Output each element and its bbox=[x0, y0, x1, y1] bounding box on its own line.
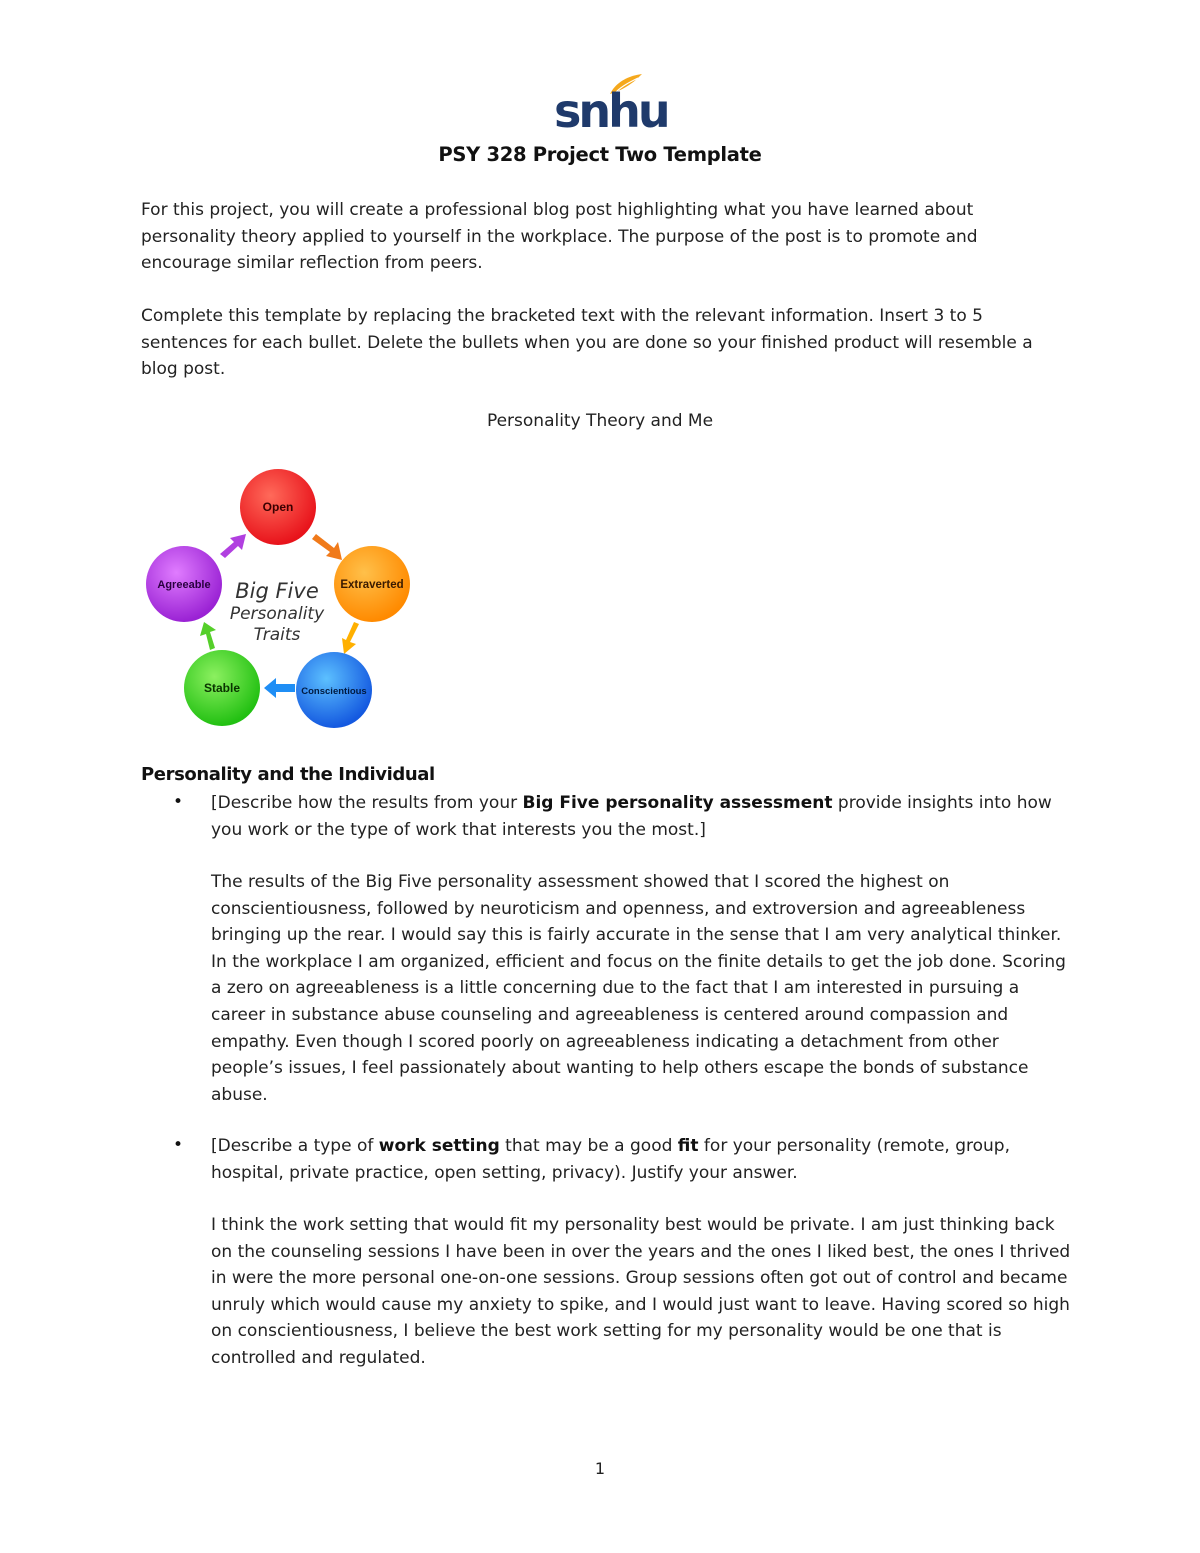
bullet-2-prompt bbox=[211, 1133, 1071, 1186]
trait-stable-label: Stable bbox=[203, 681, 241, 695]
arrow-agreeable-to-open bbox=[220, 534, 246, 558]
intro-paragraph: For this project, you will create a professional blog post highlighting what you have learned about personality theory applied to yourself in the workplace. The purpose of the post is to promote and encourage similar reflection from peers. bbox=[141, 200, 978, 274]
arrow-open-to-extraverted bbox=[312, 534, 342, 560]
instructions-paragraph: Complete this template by replacing the bracketed text with the relevant information. Insert 3 to 5 sentences for each bullet. Delete the bullets when you are done so your finished product will resemble a blog post. bbox=[141, 306, 1033, 380]
trait-conscientious-label: Conscientious bbox=[301, 686, 367, 697]
arrow-conscientious-to-stable bbox=[264, 678, 295, 698]
section-heading: Personality and the Individual bbox=[141, 764, 435, 785]
document-title: PSY 328 Project Two Template bbox=[438, 143, 762, 166]
bullet-1-prompt-text: [Describe how the results from your bbox=[211, 793, 523, 813]
bullet-1-prompt-bold: Big Five personality assessment bbox=[522, 793, 833, 813]
bullet-1-prompt-text-end: provide insights into how you work or the type of work that interests you the most.] bbox=[211, 793, 1052, 840]
bullet-2-prompt-text-mid: that may be a good bbox=[499, 1136, 678, 1156]
arrow-stable-to-agreeable bbox=[200, 622, 216, 650]
trait-open-label: Open bbox=[262, 500, 294, 514]
bullet-marker: • bbox=[173, 792, 184, 812]
trait-agreeable-label: Agreeable bbox=[157, 579, 211, 591]
page-number: 1 bbox=[594, 1459, 606, 1478]
bullet-2-prompt-bold2: fit bbox=[677, 1136, 699, 1156]
bullet-1-answer: The results of the Big Five personality assessment showed that I scored the highest on conscientiousness, followed by neuroticism and openness, and extroversion and agreeableness bringing up the rear. I would say this is fairly accurate in the sense that I am very analytical thinker. In the workplace I am organized, efficient and focus on the finite details to get the job done. Scoring a zero on agreeableness is a little concerning due to the fact that I am interested in pursuing a career in substance abuse counseling and agreeableness is centered around compassion and empathy. Even though I scored poorly on agreeableness indicating a detachment from other people’s issues, I feel passionately about wanting to help others escape the bonds of substance abuse. bbox=[211, 872, 1066, 1105]
big-five-svg bbox=[140, 462, 420, 732]
diagram-center-line3: Traits bbox=[253, 625, 301, 645]
diagram-center-line1: Big Five bbox=[235, 579, 319, 603]
bullet-marker: • bbox=[173, 1135, 184, 1155]
bullet-2-prompt-text-end: for your personality (remote, group, hospital, private practice, open setting, privacy). Justify your answer. bbox=[211, 1136, 1010, 1183]
bullet-2-prompt-text: [Describe a type of bbox=[211, 1136, 379, 1156]
blog-title: Personality Theory and Me bbox=[486, 411, 714, 431]
trait-extraverted-label: Extraverted bbox=[340, 579, 404, 591]
logo-wordmark: snhu bbox=[554, 84, 668, 138]
snhu-logo bbox=[554, 72, 668, 138]
big-five-diagram bbox=[140, 462, 420, 732]
bullet-2-answer: I think the work setting that would fit my personality best would be private. I am just thinking back on the counseling sessions I have been in over the years and the ones I liked best, the ones I thrived in were the more personal one-on-one sessions. Group sessions often got out of control and became unruly which would cause my anxiety to spike, and I would just want to leave. Having scored so high on conscientiousness, I believe the best work setting for my personality would be one that is controlled and regulated. bbox=[211, 1215, 1071, 1368]
arrow-extraverted-to-conscientious bbox=[342, 622, 359, 654]
bullet-2-prompt-bold: work setting bbox=[378, 1136, 500, 1156]
bullet-1-prompt bbox=[211, 790, 1071, 843]
diagram-center-line2: Personality bbox=[229, 604, 325, 624]
